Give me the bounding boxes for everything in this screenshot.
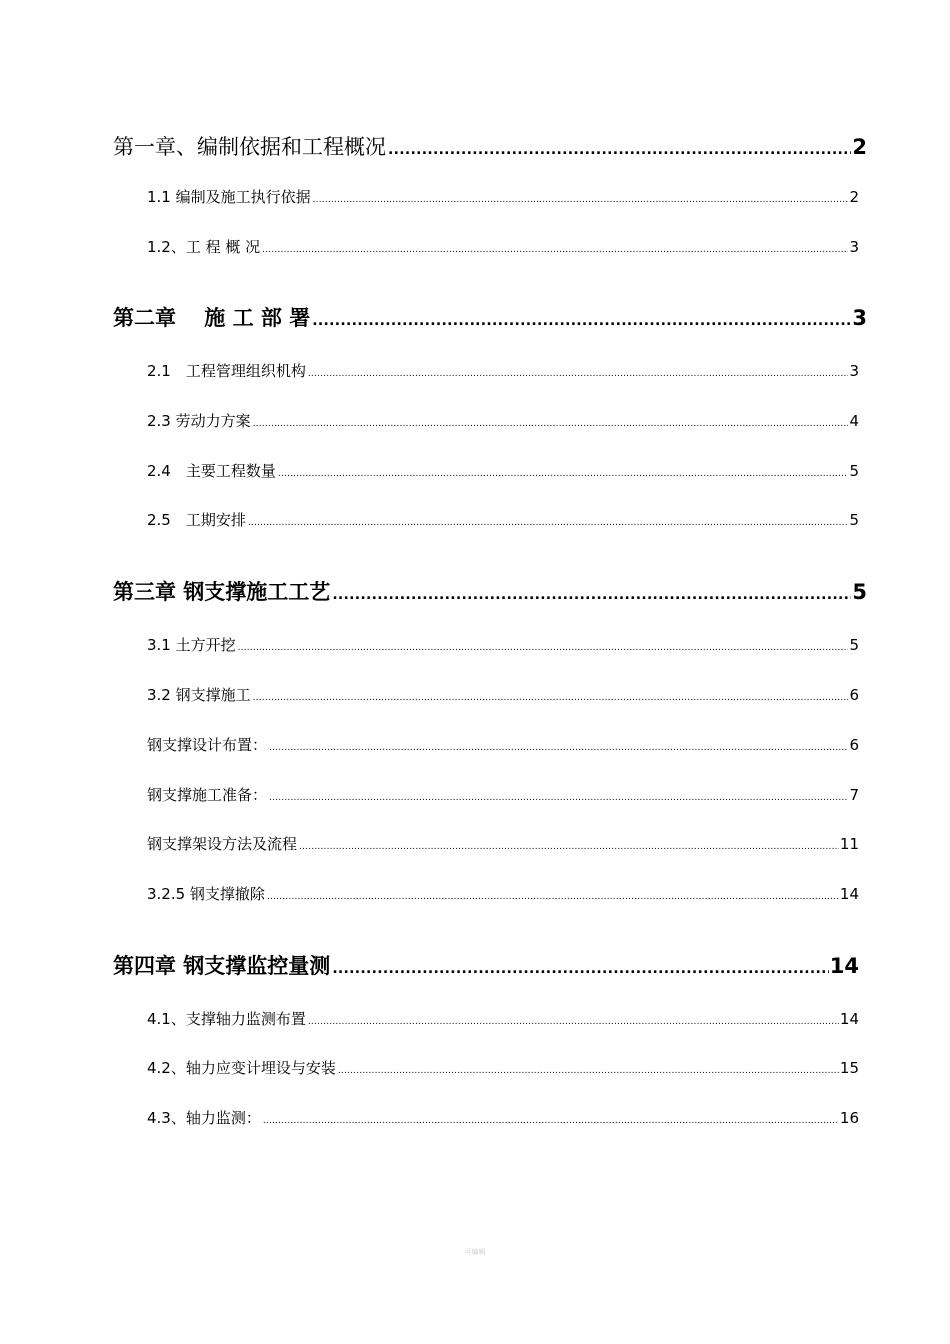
toc-entry-page: 5	[849, 511, 859, 529]
toc-section-2-3[interactable]	[147, 410, 859, 432]
toc-entry-title: 2.3 劳动力方案	[147, 412, 251, 430]
dot-leader	[253, 686, 849, 704]
toc-entry-title: 3.2.5 钢支撑撤除	[147, 885, 265, 903]
toc-entry-page: 15	[839, 1059, 859, 1077]
dot-leader	[308, 362, 849, 380]
toc-entry-title: 钢支撑施工准备：	[147, 786, 268, 804]
toc-entry-page: 5	[849, 636, 859, 654]
toc-section-steel-prep[interactable]	[147, 784, 859, 806]
dot-leader	[313, 188, 849, 206]
toc-section-4-2[interactable]	[147, 1057, 859, 1079]
dot-leader	[312, 306, 851, 330]
toc-chapter-4[interactable]	[113, 950, 859, 980]
toc-entry-title: 第二章 施 工 部 署	[113, 306, 311, 330]
dot-leader	[388, 135, 851, 159]
toc-entry-page: 4	[849, 412, 859, 430]
toc-section-3-1[interactable]	[147, 634, 859, 656]
toc-chapter-1[interactable]	[113, 131, 867, 161]
toc-entry-page: 16	[839, 1109, 859, 1127]
dot-leader	[332, 580, 851, 604]
dot-leader	[269, 736, 848, 754]
toc-section-4-3[interactable]	[147, 1107, 859, 1129]
toc-entry-title: 4.3、轴力监测：	[147, 1109, 261, 1127]
dot-leader	[253, 412, 849, 430]
toc-entry-page: 5	[852, 580, 867, 604]
dot-leader	[299, 835, 839, 853]
dot-leader	[278, 462, 849, 480]
toc-entry-title: 3.2 钢支撑施工	[147, 686, 251, 704]
dot-leader	[338, 1059, 839, 1077]
dot-leader	[248, 511, 849, 529]
toc-entry-title: 2.1 工程管理组织机构	[147, 362, 306, 380]
toc-entry-page: 11	[839, 835, 859, 853]
footer-watermark: 可编辑	[464, 1248, 486, 1256]
dot-leader	[238, 636, 849, 654]
toc-entry-page: 3	[849, 238, 859, 256]
dot-leader	[263, 1109, 839, 1127]
toc-section-2-5[interactable]	[147, 509, 859, 531]
toc-entry-title: 第四章 钢支撑监控量测	[113, 954, 331, 978]
dot-leader	[332, 954, 828, 978]
toc-entry-page: 6	[849, 736, 859, 754]
toc-entry-page: 14	[829, 954, 859, 978]
toc-entry-page: 14	[839, 885, 859, 903]
toc-entry-title: 1.2、工 程 概 况	[147, 238, 261, 256]
toc-entry-page: 3	[849, 362, 859, 380]
toc-section-3-2[interactable]	[147, 684, 859, 706]
dot-leader	[308, 1010, 839, 1028]
toc-entry-title: 3.1 土方开挖	[147, 636, 236, 654]
toc-entry-page: 3	[852, 306, 867, 330]
toc-section-2-1[interactable]	[147, 360, 859, 382]
toc-entry-title: 第一章、编制依据和工程概况	[113, 135, 386, 159]
toc-entry-page: 2	[852, 135, 867, 159]
dot-leader	[267, 885, 839, 903]
dot-leader	[269, 786, 848, 804]
toc-section-2-4[interactable]	[147, 460, 859, 482]
toc-chapter-3[interactable]	[113, 576, 867, 606]
toc-section-1-1[interactable]	[147, 186, 859, 208]
toc-entry-title: 钢支撑架设方法及流程	[147, 835, 298, 853]
toc-section-4-1[interactable]	[147, 1008, 859, 1030]
toc-entry-title: 钢支撑设计布置：	[147, 736, 268, 754]
dot-leader	[262, 238, 848, 256]
toc-entry-title: 2.5 工期安排	[147, 511, 246, 529]
toc-section-steel-layout[interactable]	[147, 734, 859, 756]
toc-entry-title: 4.1、支撑轴力监测布置	[147, 1010, 306, 1028]
toc-entry-page: 6	[849, 686, 859, 704]
toc-entry-title: 第三章 钢支撑施工工艺	[113, 580, 331, 604]
toc-section-1-2[interactable]	[147, 236, 859, 258]
toc-entry-title: 1.1 编制及施工执行依据	[147, 188, 311, 206]
toc-chapter-2[interactable]	[113, 302, 867, 332]
toc-entry-page: 14	[839, 1010, 859, 1028]
toc-section-3-2-5[interactable]	[147, 883, 859, 905]
toc-entry-title: 2.4 主要工程数量	[147, 462, 276, 480]
toc-entry-title: 4.2、轴力应变计埋设与安装	[147, 1059, 336, 1077]
toc-section-steel-erection[interactable]	[147, 833, 859, 855]
toc-entry-page: 7	[849, 786, 859, 804]
toc-entry-page: 2	[849, 188, 859, 206]
toc-entry-page: 5	[849, 462, 859, 480]
